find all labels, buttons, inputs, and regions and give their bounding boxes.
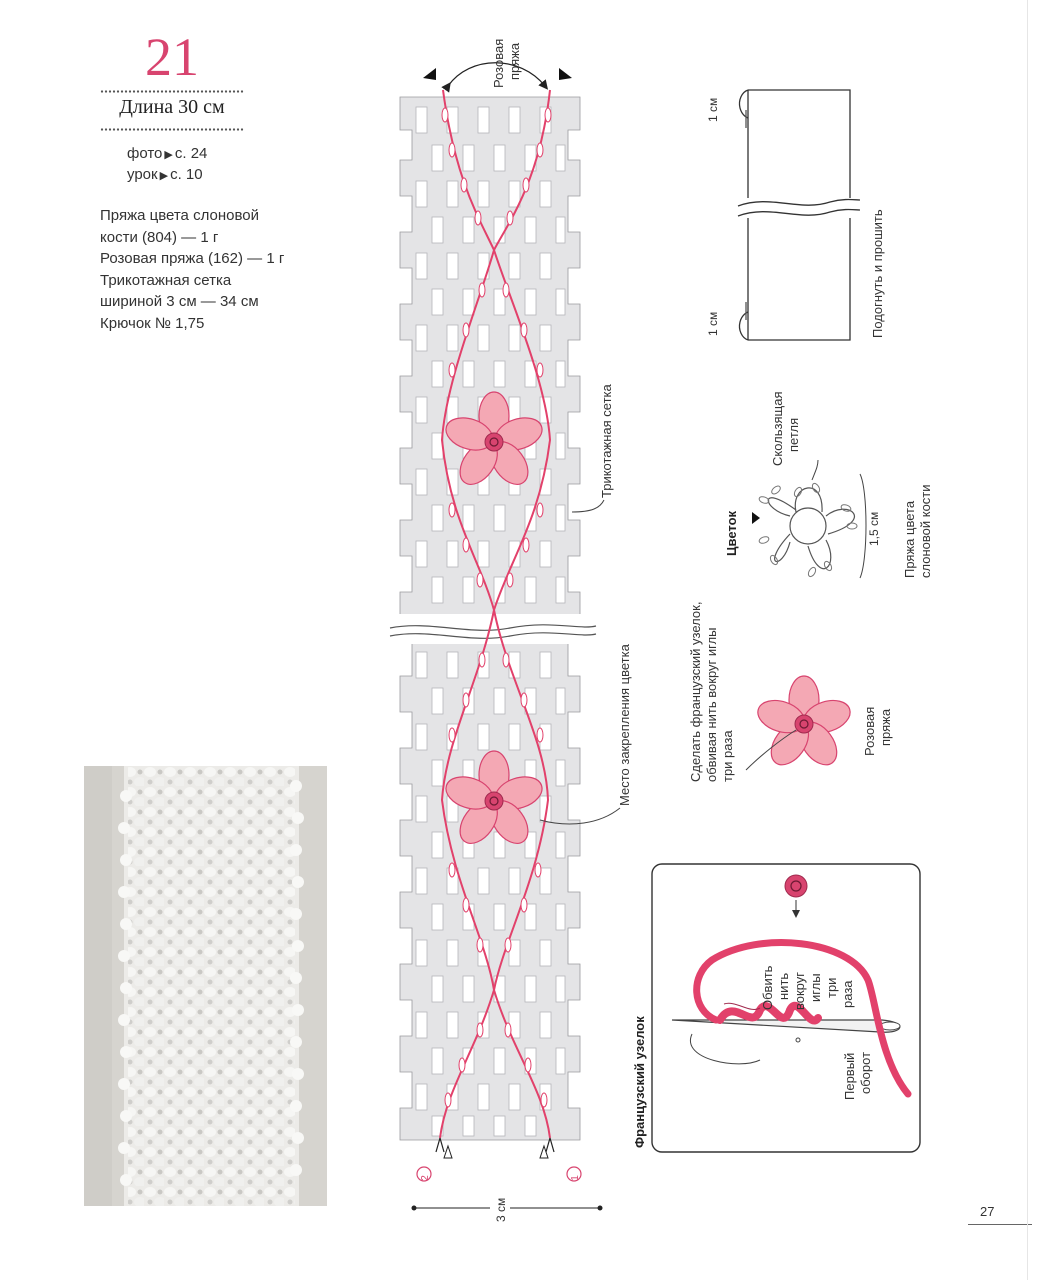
wrap-label-6: раза	[840, 980, 855, 1008]
material-line: Крючок № 1,75	[100, 314, 205, 332]
wrap-label-2: нить	[776, 972, 791, 1000]
slip-loop-label-1: Скользящая	[770, 391, 785, 466]
first-turn-label-2: оборот	[858, 1051, 873, 1094]
mesh-leader-line	[572, 500, 604, 512]
knot-instruction-1: Сделать французский узелок,	[688, 601, 703, 782]
triangle-right-icon: ▶	[164, 149, 173, 161]
flower-size-label: 1,5 см	[867, 511, 881, 546]
start-triangle-icon	[423, 68, 436, 80]
flower-attach-label: Место закрепления цветка	[617, 644, 632, 806]
hem-bottom-fold: 1 см	[706, 311, 720, 336]
top-yarn-label-1: Розовая	[491, 38, 506, 88]
knot-instruction-2: обвивая нить вокруг иглы	[704, 627, 719, 782]
flower-yarn-label-2: слоновой кости	[918, 484, 933, 578]
page-number: 27	[980, 1204, 995, 1219]
center-yarn-label-2: пряжа	[878, 708, 893, 746]
wrap-label-4: иглы	[808, 973, 823, 1002]
page-edge	[1027, 0, 1028, 1280]
photo-ref-label: фото	[127, 145, 163, 162]
material-line: кости (804) — 1 г	[100, 228, 219, 246]
lesson-ref-value: с. 10	[170, 166, 203, 183]
hem-instruction: Подогнуть и прошить	[870, 209, 885, 338]
bottom-start-markers	[417, 1138, 581, 1181]
knot-instruction-3: три раза	[720, 730, 735, 782]
french-knot-panel	[652, 864, 920, 1152]
triangle-right-icon: ▶	[159, 170, 169, 182]
flower-yarn-label-1: Пряжа цвета	[902, 500, 917, 578]
french-knot-title: Французский узелок	[632, 1016, 647, 1148]
pattern-number: 21	[145, 27, 199, 87]
material-line: Розовая пряжа (162) — 1 г	[100, 250, 285, 267]
top-yarn-label-2: пряжа	[507, 42, 522, 80]
center-yarn-label-1: Розовая	[862, 706, 877, 756]
wrap-label-3: вокруг	[792, 971, 807, 1010]
start-triangle-icon	[559, 68, 572, 80]
slip-loop-label-2: петля	[786, 417, 801, 452]
start-marker-right: 1	[570, 1175, 581, 1181]
wrap-label-5: три	[824, 977, 839, 998]
first-turn-label-1: Первый	[842, 1052, 857, 1100]
length-label: Длина 30 см	[119, 96, 225, 118]
start-marker-left: 2	[420, 1175, 431, 1181]
material-line: Трикотажная сетка	[100, 271, 232, 289]
material-line: шириной 3 см — 34 см	[100, 293, 259, 310]
width-label: 3 см	[494, 1197, 508, 1222]
flower-start-triangle-icon	[752, 512, 760, 524]
pink-flower-illustration	[746, 676, 854, 772]
crochet-flower-chart	[758, 460, 866, 578]
hem-diagram	[736, 90, 860, 340]
photo-ref-value: с. 24	[174, 145, 208, 162]
wrap-label-1: Обвить	[760, 965, 775, 1010]
hem-top-fold: 1 см	[706, 97, 720, 122]
material-line: Пряжа цвета слоновой	[100, 207, 259, 224]
page-number-rule	[968, 1224, 1032, 1225]
flower-chart-title: Цветок	[724, 510, 739, 556]
lesson-ref-label: урок	[127, 166, 158, 183]
mesh-label: Трикотажная сетка	[599, 384, 614, 498]
